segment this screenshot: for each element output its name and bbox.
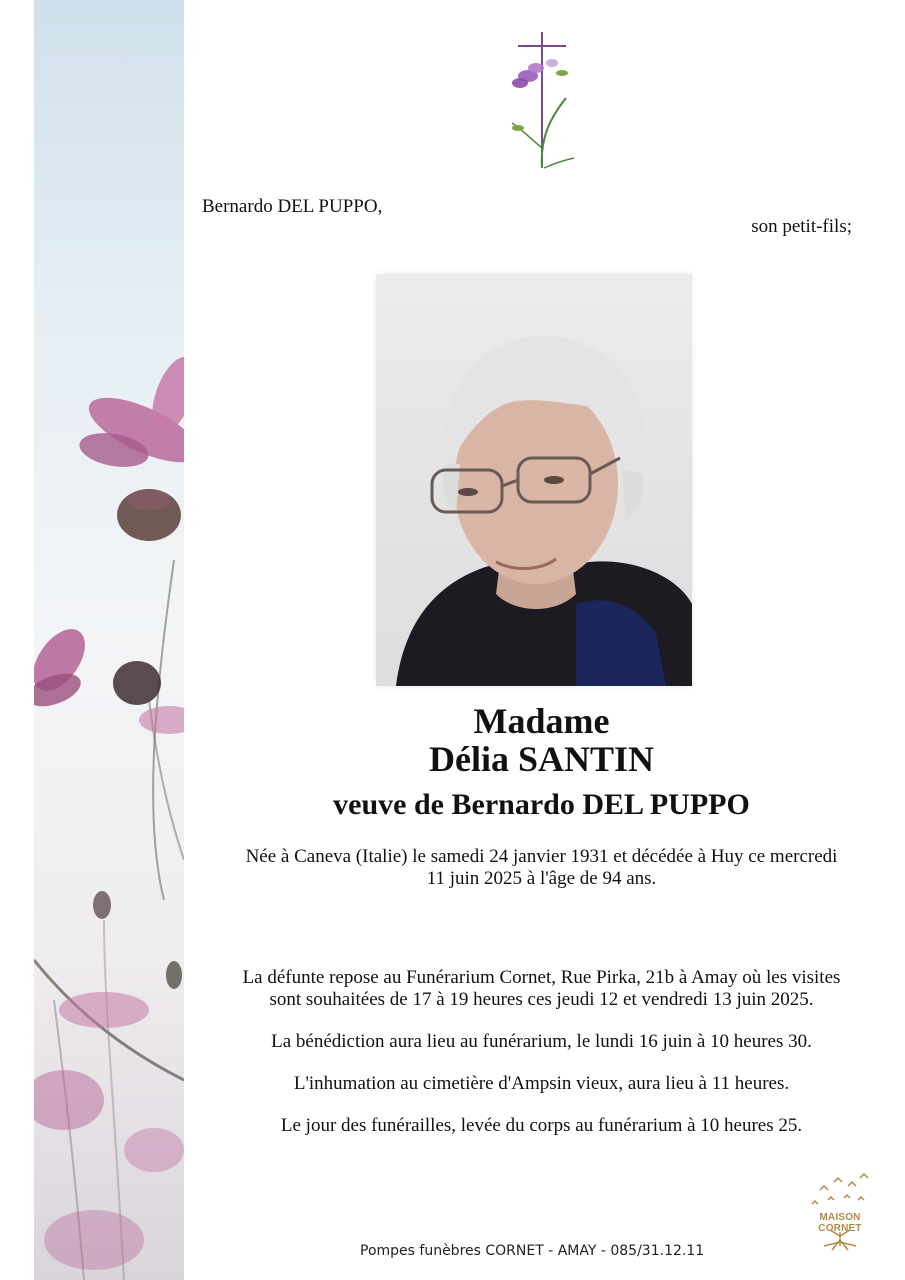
- family-relation: son petit-fils;: [751, 216, 852, 237]
- rest-info-line-2: sont souhaitées de 17 à 19 heures ces jeudi 12 et vendredi 13 juin 2025.: [269, 989, 814, 1010]
- funeral-home-contact: Pompes funèbres CORNET - AMAY - 085/31.12.11: [360, 1243, 705, 1259]
- blessing-info: La bénédiction aura lieu au funérarium, le lundi 16 juin à 10 heures 30.: [271, 1031, 812, 1052]
- birth-death-line-2: 11 juin 2025 à l'âge de 94 ans.: [426, 868, 657, 889]
- family-member-name: Bernardo DEL PUPPO,: [202, 196, 383, 217]
- widow-of: veuve de Bernardo DEL PUPPO: [333, 788, 750, 821]
- cross-flower-icon: [500, 28, 580, 178]
- deceased-name: Délia SANTIN: [428, 739, 655, 779]
- maison-cornet-logo: [800, 1170, 880, 1260]
- burial-info: L'inhumation au cimetière d'Ampsin vieux, aura lieu à 11 heures.: [293, 1073, 790, 1094]
- salutation: Madame: [473, 701, 610, 741]
- birth-death-line-1: Née à Caneva (Italie) le samedi 24 janvier 1931 et décédée à Huy ce mercredi: [245, 846, 838, 867]
- portrait-photo: [376, 274, 692, 686]
- rest-info-line-1: La défunte repose au Funérarium Cornet, Rue Pirka, 21b à Amay où les visites: [242, 967, 841, 988]
- portrait-image: [376, 274, 692, 686]
- departure-info: Le jour des funérailles, levée du corps au funérarium à 10 heures 25.: [280, 1115, 803, 1136]
- logo-text: MAISON CORNET: [818, 1212, 862, 1234]
